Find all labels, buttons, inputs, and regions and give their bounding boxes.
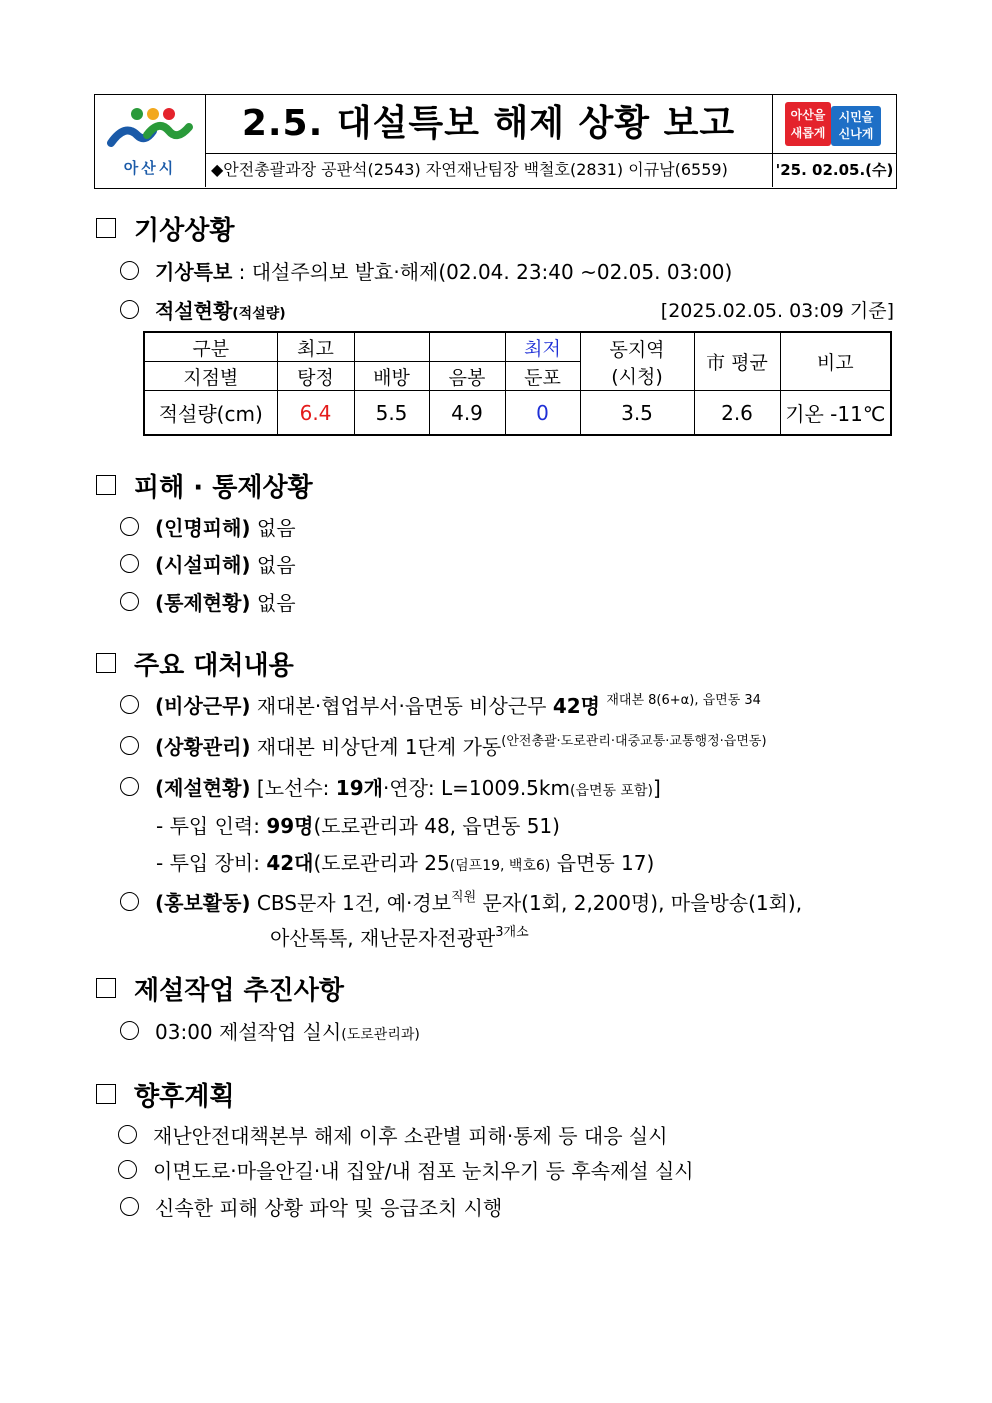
item-label: (비상근무) xyxy=(155,694,251,718)
bullet-circle-icon xyxy=(120,892,139,911)
subitem-value: 99명 xyxy=(266,814,314,838)
checkbox-square-icon xyxy=(96,653,116,673)
table-header-cell: 최고 xyxy=(277,332,354,362)
table-header-cell: 비고 xyxy=(780,332,891,391)
snow-depth-table xyxy=(143,331,892,436)
snow-removal-item xyxy=(120,772,661,801)
item-note: (도로관리과) xyxy=(341,1027,420,1043)
item-label: (통제현황) xyxy=(155,591,251,615)
table-header-cell xyxy=(429,332,505,362)
item-text: ·연장: L=1009.5km xyxy=(382,776,570,800)
table-header-cell: 지점별 xyxy=(144,362,277,391)
table-cell: 5.5 xyxy=(354,391,429,436)
item-text: 재대본·협업부서·읍면동 비상근무 xyxy=(250,694,553,718)
pr-activity-continued xyxy=(270,921,529,951)
item-note: (안전총괄·도로관리·대중교통·교통행정·읍면동) xyxy=(501,734,767,749)
item-label: (시설피해) xyxy=(155,553,251,577)
bullet-circle-icon xyxy=(120,1197,139,1216)
bullet-circle-icon xyxy=(120,261,139,280)
table-cell: 4.9 xyxy=(429,391,505,436)
separator: : xyxy=(232,260,252,284)
table-cell-note: 기온 -11℃ xyxy=(780,391,891,436)
checkbox-square-icon xyxy=(96,475,116,495)
item-label: (상황관리) xyxy=(155,735,251,759)
item-note: 재대본 8(6+α), 읍면동 34 xyxy=(606,693,761,708)
item-text: 03:00 제설작업 실시 xyxy=(155,1020,342,1044)
table-header-cell xyxy=(580,332,694,391)
bullet-circle-icon xyxy=(120,300,139,319)
report-header xyxy=(94,94,897,189)
item-note: 3개소 xyxy=(495,925,529,940)
item-text: 없음 xyxy=(250,591,296,615)
checkbox-square-icon xyxy=(96,218,116,238)
section-heading: 향후계획 xyxy=(134,1082,235,1112)
table-row-label: 적설량(cm) xyxy=(144,391,277,436)
slogan-red-badge xyxy=(785,102,831,146)
item-count: 42명 xyxy=(552,694,600,718)
table-header-cell: 市 평균 xyxy=(694,332,780,391)
slogan-text: 새롭게 xyxy=(790,126,826,140)
item-text: CBS문자 1건, 예·경보 xyxy=(250,891,452,915)
table-cell: 2.6 xyxy=(694,391,780,436)
item-note: (읍면동 포함) xyxy=(569,783,653,799)
subitem-label: - 투입 인력: xyxy=(156,814,267,838)
item-count: 19개 xyxy=(335,776,383,800)
item-label: 기상특보 xyxy=(155,260,233,284)
section-heading: 피해 · 통제상황 xyxy=(134,473,313,503)
plan-item xyxy=(118,1155,694,1184)
asan-city-emblem-icon xyxy=(107,105,193,157)
report-date: '25. 02.05.(수) xyxy=(772,153,896,187)
slogan-text: 시민을 xyxy=(838,110,874,124)
damage-item xyxy=(120,549,296,578)
table-header-cell: 배방 xyxy=(354,362,429,391)
emergency-duty-item xyxy=(120,689,761,719)
table-header-cell xyxy=(354,332,429,362)
damage-item xyxy=(120,512,296,541)
bullet-circle-icon xyxy=(120,517,139,536)
personnel-subitem xyxy=(156,810,560,839)
item-text: 없음 xyxy=(250,516,296,540)
equipment-subitem xyxy=(156,847,654,876)
subitem-label: - 투입 장비: xyxy=(156,851,267,875)
table-header-cell: 최저 xyxy=(505,332,580,362)
damage-item xyxy=(120,587,296,616)
pr-activity-item xyxy=(120,886,802,916)
checkbox-square-icon xyxy=(96,1084,116,1104)
table-header-cell: 음봉 xyxy=(429,362,505,391)
contacts-line: ◆안전총괄과장 공판석(2543) 자연재난팀장 백철호(2831) 이규남(6559) xyxy=(211,160,728,179)
subitem-detail: (도로관리과 48, 읍면동 51) xyxy=(313,814,560,838)
snow-status-item xyxy=(120,295,286,324)
section-damage xyxy=(96,467,313,504)
item-note: 직원 xyxy=(451,890,477,905)
table-cell-max: 6.4 xyxy=(277,391,354,436)
bullet-circle-icon xyxy=(120,695,139,714)
section-heading: 제설작업 추진사항 xyxy=(134,976,344,1006)
weather-advisory-item xyxy=(120,256,732,285)
item-label: 적설현황 xyxy=(155,299,233,323)
header-line: (시청) xyxy=(611,365,663,388)
bullet-circle-icon xyxy=(120,1021,139,1040)
section-plan xyxy=(96,1076,234,1113)
item-text: 아산톡톡, 재난문자전광판 xyxy=(270,926,496,950)
item-text: ] xyxy=(652,776,661,800)
item-text: [노선수: xyxy=(250,776,336,800)
situation-item xyxy=(120,730,767,760)
slogan-blue-badge xyxy=(831,106,881,146)
section-response xyxy=(96,645,294,682)
item-text: 없음 xyxy=(250,553,296,577)
bullet-circle-icon xyxy=(120,592,139,611)
table-cell: 3.5 xyxy=(580,391,694,436)
city-name: 아산시 xyxy=(123,159,177,177)
bullet-circle-icon xyxy=(120,554,139,573)
item-label: (제설현황) xyxy=(155,776,251,800)
bullet-circle-icon xyxy=(120,777,139,796)
bullet-circle-icon xyxy=(120,736,139,755)
item-text: 재대본 비상단계 1단계 가동 xyxy=(250,735,502,759)
item-label: (홍보활동) xyxy=(155,891,251,915)
section-heading: 기상상황 xyxy=(134,216,235,246)
checkbox-square-icon xyxy=(96,978,116,998)
subitem-detail: 읍면동 17) xyxy=(550,851,655,875)
slogan-text: 아산을 xyxy=(790,108,826,122)
item-note: (적설량) xyxy=(232,306,286,322)
bullet-circle-icon xyxy=(118,1160,137,1179)
item-text: 이면도로·마을안길·내 집앞/내 점포 눈치우기 등 후속제설 실시 xyxy=(153,1159,694,1183)
header-line: 동지역 xyxy=(609,338,665,361)
section-work xyxy=(96,970,344,1007)
snow-basis-time: [2025.02.05. 03:09 기준] xyxy=(660,300,894,322)
item-text: 신속한 피해 상황 파악 및 응급조치 시행 xyxy=(155,1196,503,1220)
report-title: 2.5. 대설특보 해제 상황 보고 xyxy=(205,95,772,154)
plan-item xyxy=(118,1120,668,1149)
table-cell-min: 0 xyxy=(505,391,580,436)
subitem-detail: (도로관리과 25 xyxy=(313,851,450,875)
bullet-circle-icon xyxy=(118,1125,137,1144)
city-logo xyxy=(95,95,206,187)
item-text: 대설주의보 발효·해제(02.04. 23:40 ~02.05. 03:00) xyxy=(251,260,733,284)
subitem-note: (덤프19, 백호6) xyxy=(449,858,551,874)
section-weather xyxy=(96,210,234,247)
slogan-text: 신나게 xyxy=(838,127,874,141)
plan-item xyxy=(120,1192,502,1221)
item-label: (인명피해) xyxy=(155,516,251,540)
slogan-logo xyxy=(772,95,896,154)
table-header-cell: 구분 xyxy=(144,332,277,362)
item-text: 문자(1회, 2,200명), 마을방송(1회), xyxy=(476,891,803,915)
table-header-cell: 탕정 xyxy=(277,362,354,391)
table-header-cell: 둔포 xyxy=(505,362,580,391)
item-text: 재난안전대책본부 해제 이후 소관별 피해·통제 등 대응 실시 xyxy=(153,1124,668,1148)
section-heading: 주요 대처내용 xyxy=(134,651,294,681)
subitem-value: 42대 xyxy=(266,851,314,875)
work-item xyxy=(120,1016,420,1045)
